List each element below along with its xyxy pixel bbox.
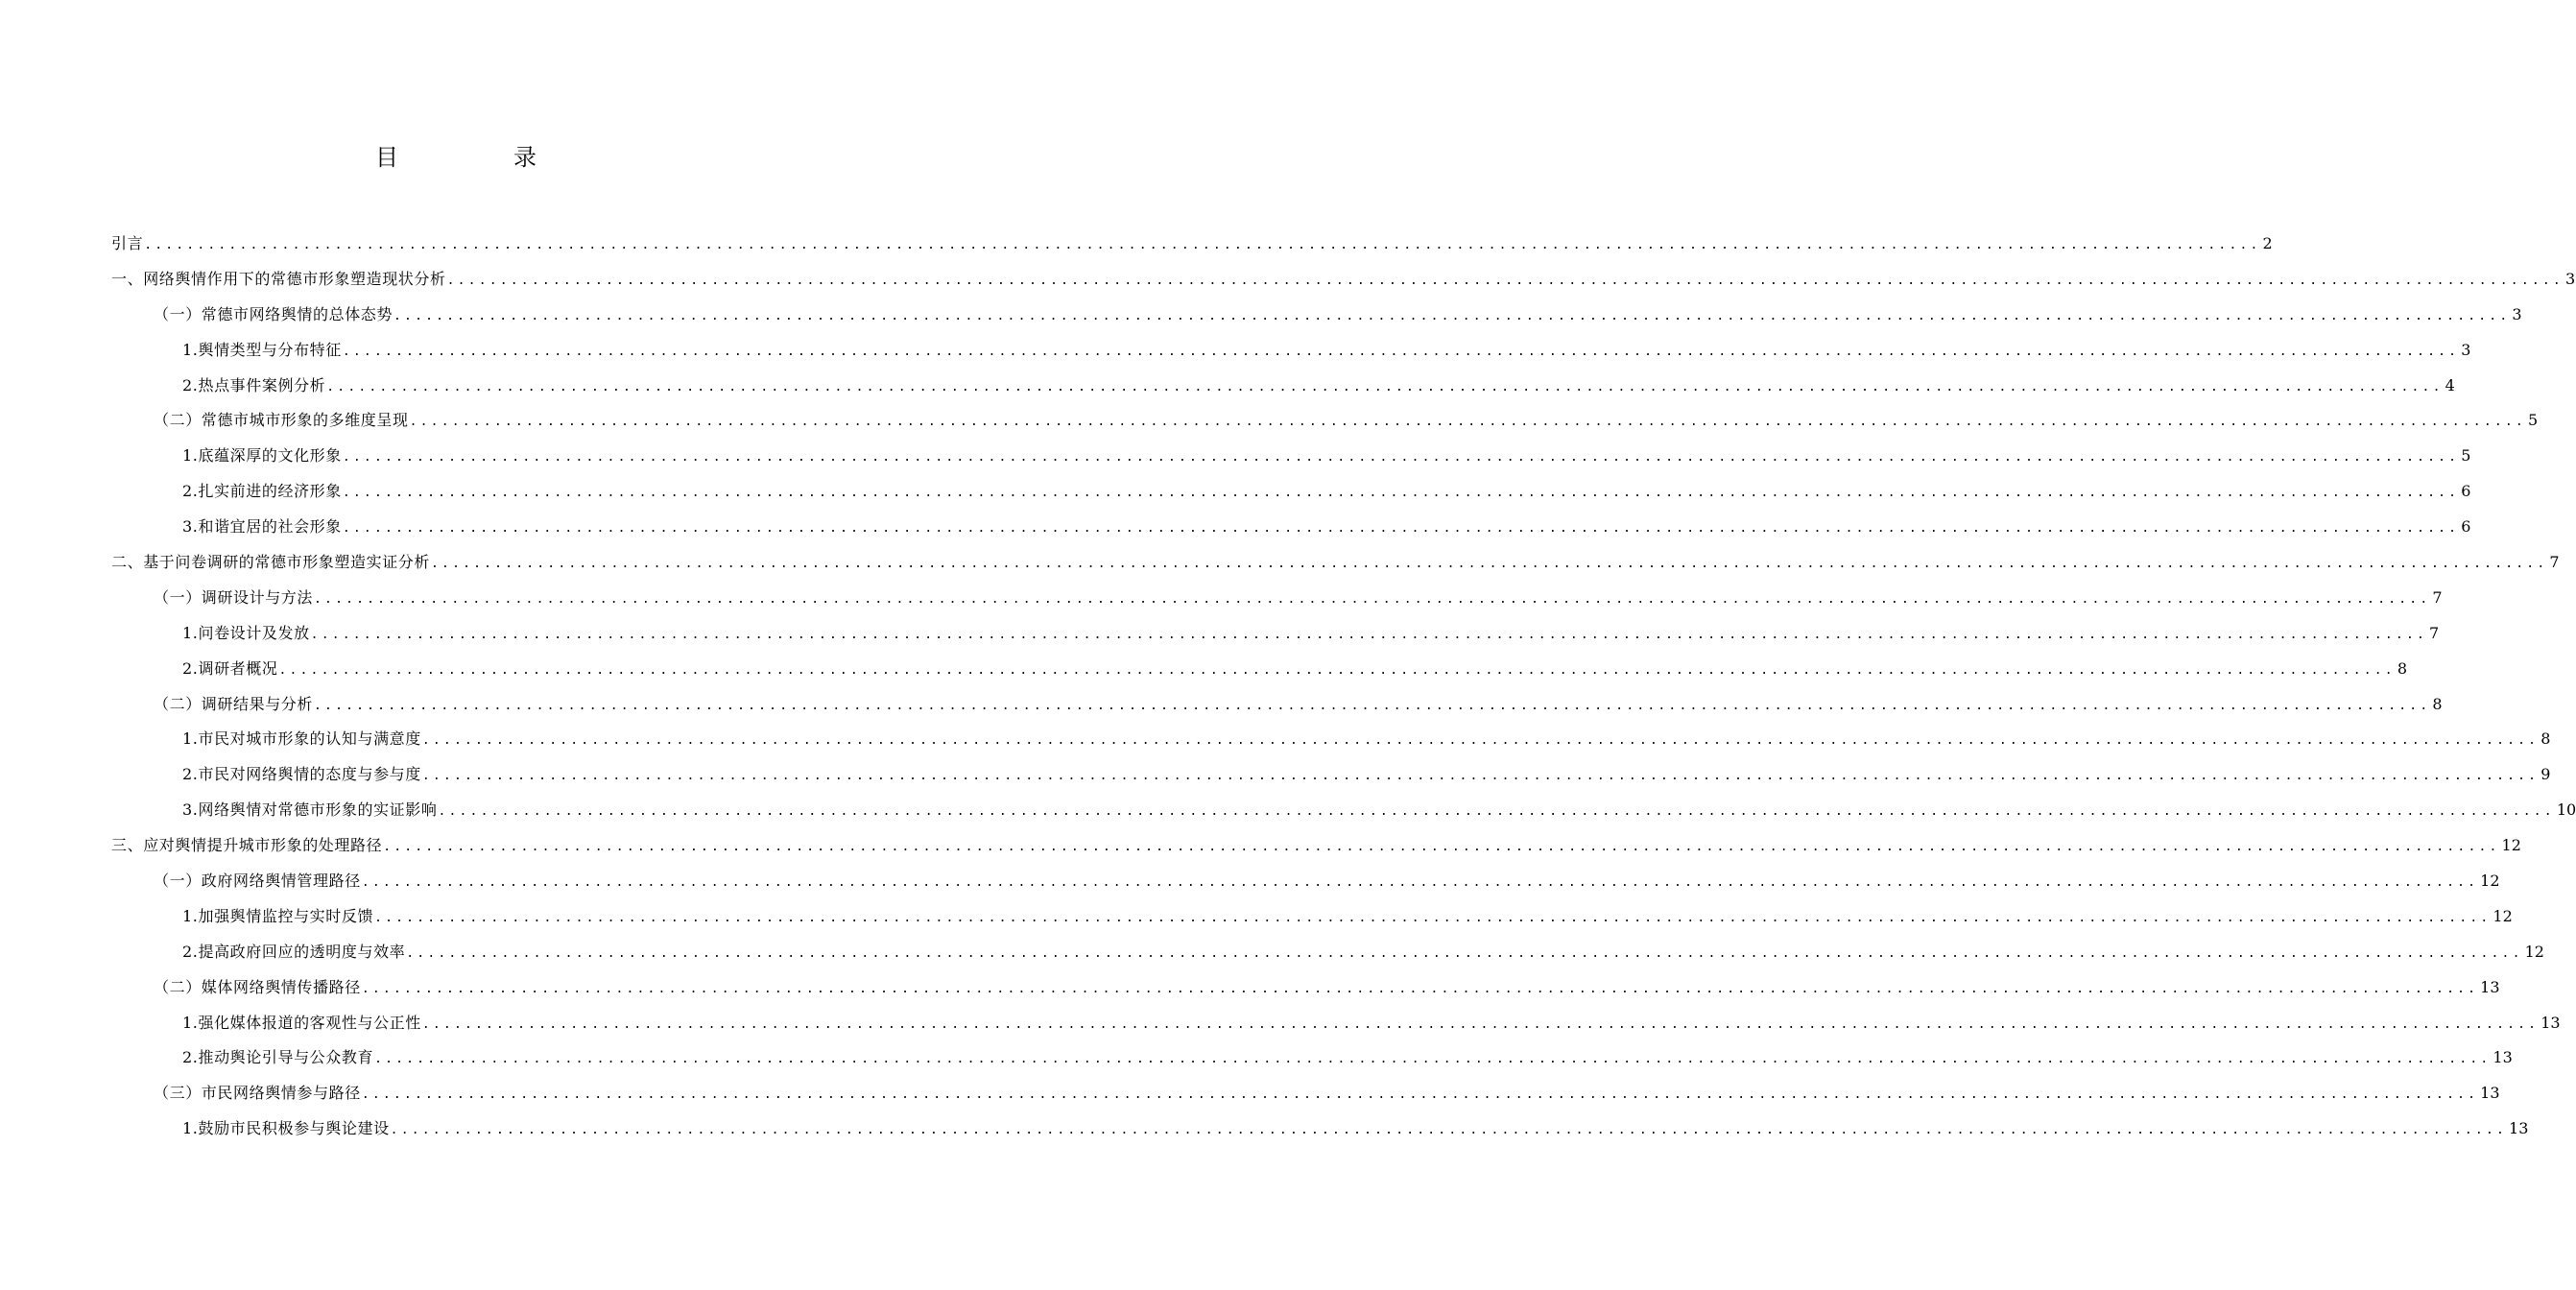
toc-entry[interactable]	[111, 1006, 2561, 1041]
toc-entry[interactable]	[111, 616, 2440, 652]
toc-entry-text: 2.热点事件案例分析	[182, 375, 326, 394]
toc-dot-leader: ........................................................................................................................................................................................................	[446, 273, 2564, 288]
toc-dot-leader: ........................................................................................................................................................................................................	[361, 1087, 2479, 1103]
toc-dot-leader: ........................................................................................................................................................................................................	[438, 804, 2555, 820]
toc-dot-leader: ........................................................................................................................................................................................................	[409, 415, 2526, 430]
toc-entry[interactable]	[111, 757, 2551, 793]
toc-title: 目 录	[375, 144, 583, 171]
toc-page-number: 6	[2461, 482, 2471, 501]
toc-page-number: 8	[2397, 658, 2407, 678]
toc-dot-leader: ........................................................................................................................................................................................................	[361, 875, 2479, 891]
toc-dot-leader: ........................................................................................................................................................................................................	[383, 840, 2500, 855]
toc-entry-text: （一）政府网络舆情管理路径	[154, 872, 361, 891]
toc-entry[interactable]	[111, 474, 2471, 510]
toc-page-number: 8	[2540, 729, 2551, 749]
toc-entry-text: 1.市民对城市形象的认知与满意度	[182, 729, 421, 749]
toc-entry[interactable]	[111, 687, 2443, 723]
toc-entry[interactable]	[111, 1076, 2500, 1111]
toc-page-number: 3	[2512, 304, 2522, 323]
toc-page-number: 5	[2461, 446, 2471, 466]
toc-dot-leader: ........................................................................................................................................................................................................	[421, 733, 2540, 749]
toc-entry-text: （二）媒体网络舆情传播路径	[154, 977, 361, 996]
toc-entry[interactable]	[111, 793, 2576, 828]
toc-dot-leader: ........................................................................................................................................................................................................	[342, 344, 2460, 359]
toc-dot-leader: ........................................................................................................................................................................................................	[421, 769, 2540, 784]
toc-page-number: 4	[2445, 375, 2455, 394]
toc-dot-leader: ........................................................................................................................................................................................................	[144, 238, 2261, 252]
toc-entry-text: 1.强化媒体报道的客观性与公正性	[182, 1013, 421, 1032]
toc-entry[interactable]	[111, 262, 2576, 298]
toc-entry-text: 二、基于问卷调研的常德市形象塑造实证分析	[111, 553, 431, 572]
toc-entry[interactable]	[111, 970, 2500, 1006]
toc-page-number: 13	[2480, 977, 2500, 996]
toc-dot-leader: ........................................................................................................................................................................................................	[374, 910, 2492, 925]
toc-entry-text: 三、应对舆情提升城市形象的处理路径	[111, 836, 383, 855]
toc-dot-leader: ........................................................................................................................................................................................................	[361, 981, 2479, 996]
toc-page-number: 3	[2564, 269, 2576, 288]
toc-entry-text: （一）调研设计与方法	[154, 587, 314, 607]
toc-page-number: 13	[2509, 1119, 2529, 1138]
toc-entry[interactable]	[111, 899, 2513, 935]
toc-entry[interactable]	[111, 333, 2471, 369]
toc-page-number: 13	[2480, 1084, 2500, 1103]
toc-page-number: 12	[2480, 872, 2500, 891]
toc-page-number: 5	[2527, 411, 2539, 430]
toc-entry-text: 1.鼓励市民积极参与舆论建设	[182, 1119, 390, 1138]
toc-dot-leader: ........................................................................................................................................................................................................	[421, 1016, 2540, 1032]
toc-page-number: 8	[2432, 694, 2443, 713]
toc-entry-text: 1.舆情类型与分布特征	[182, 340, 342, 359]
toc-page-number: 7	[2429, 623, 2440, 642]
toc-entry[interactable]	[111, 545, 2560, 581]
toc-page-number: 7	[2549, 553, 2560, 572]
toc-page-number: 3	[2461, 340, 2471, 359]
toc-entry[interactable]	[111, 227, 2273, 262]
toc-entry-text: 2.市民对网络舆情的态度与参与度	[182, 765, 421, 784]
toc-entry[interactable]	[111, 935, 2544, 970]
toc-entry-text: 引言	[111, 234, 144, 252]
toc-page-number: 6	[2461, 517, 2471, 537]
toc-entry[interactable]	[111, 369, 2455, 404]
toc-page-number: 12	[2524, 942, 2544, 961]
toc-dot-leader: ........................................................................................................................................................................................................	[326, 379, 2444, 394]
toc-page-number: 13	[2540, 1013, 2561, 1032]
toc-entry-text: 3.和谐宜居的社会形象	[182, 517, 342, 537]
toc-dot-leader: ........................................................................................................................................................................................................	[374, 1052, 2492, 1067]
toc-entry[interactable]	[111, 1040, 2513, 1076]
toc-entry[interactable]	[111, 403, 2539, 439]
toc-dot-leader: ........................................................................................................................................................................................................	[394, 308, 2511, 323]
toc-dot-leader: ........................................................................................................................................................................................................	[314, 698, 2431, 713]
toc-entry[interactable]	[111, 581, 2443, 616]
toc-page-number: 9	[2540, 765, 2551, 784]
toc-entry-text: 1.问卷设计及发放	[182, 623, 310, 642]
toc-page-number: 7	[2432, 587, 2443, 607]
toc-entry[interactable]	[111, 298, 2522, 333]
toc-dot-leader: ........................................................................................................................................................................................................	[342, 450, 2460, 466]
toc-dot-leader: ........................................................................................................................................................................................................	[406, 945, 2523, 961]
toc-entry[interactable]	[111, 439, 2471, 474]
toc-page-number: 13	[2493, 1048, 2513, 1067]
toc-page-number: 12	[2501, 836, 2521, 855]
toc-entry[interactable]	[111, 828, 2521, 864]
toc-entry[interactable]	[111, 652, 2407, 687]
table-of-contents	[111, 227, 2576, 1147]
toc-dot-leader: ........................................................................................................................................................................................................	[342, 521, 2460, 537]
toc-entry-text: （二）调研结果与分析	[154, 694, 314, 713]
toc-dot-leader: ........................................................................................................................................................................................................	[390, 1123, 2508, 1138]
toc-entry-text: 2.调研者概况	[182, 658, 278, 678]
toc-entry-text: 2.扎实前进的经济形象	[182, 482, 342, 501]
toc-entry-text: 1.加强舆情监控与实时反馈	[182, 906, 374, 925]
toc-entry-text: 一、网络舆情作用下的常德市形象塑造现状分析	[111, 269, 446, 288]
toc-entry-text: （一）常德市网络舆情的总体态势	[154, 304, 394, 323]
toc-entry[interactable]	[111, 864, 2500, 899]
toc-entry-text: 2.提高政府回应的透明度与效率	[182, 942, 406, 961]
toc-page-number: 10	[2556, 800, 2576, 820]
toc-entry[interactable]	[111, 1111, 2529, 1147]
toc-entry[interactable]	[111, 722, 2551, 757]
toc-entry-text: 1.底蕴深厚的文化形象	[182, 446, 342, 466]
toc-entry-text: （二）常德市城市形象的多维度呈现	[154, 411, 409, 430]
toc-dot-leader: ........................................................................................................................................................................................................	[314, 591, 2431, 607]
toc-dot-leader: ........................................................................................................................................................................................................	[431, 557, 2548, 572]
toc-dot-leader: ........................................................................................................................................................................................................	[278, 662, 2396, 678]
toc-entry-text: 2.推动舆论引导与公众教育	[182, 1048, 374, 1067]
toc-entry-text: （三）市民网络舆情参与路径	[154, 1084, 361, 1103]
toc-page-number: 2	[2262, 234, 2273, 252]
toc-entry-text: 3.网络舆情对常德市形象的实证影响	[182, 800, 438, 820]
toc-dot-leader: ........................................................................................................................................................................................................	[310, 627, 2428, 642]
toc-entry[interactable]	[111, 510, 2471, 545]
toc-page-number: 12	[2493, 906, 2513, 925]
toc-dot-leader: ........................................................................................................................................................................................................	[342, 486, 2460, 501]
